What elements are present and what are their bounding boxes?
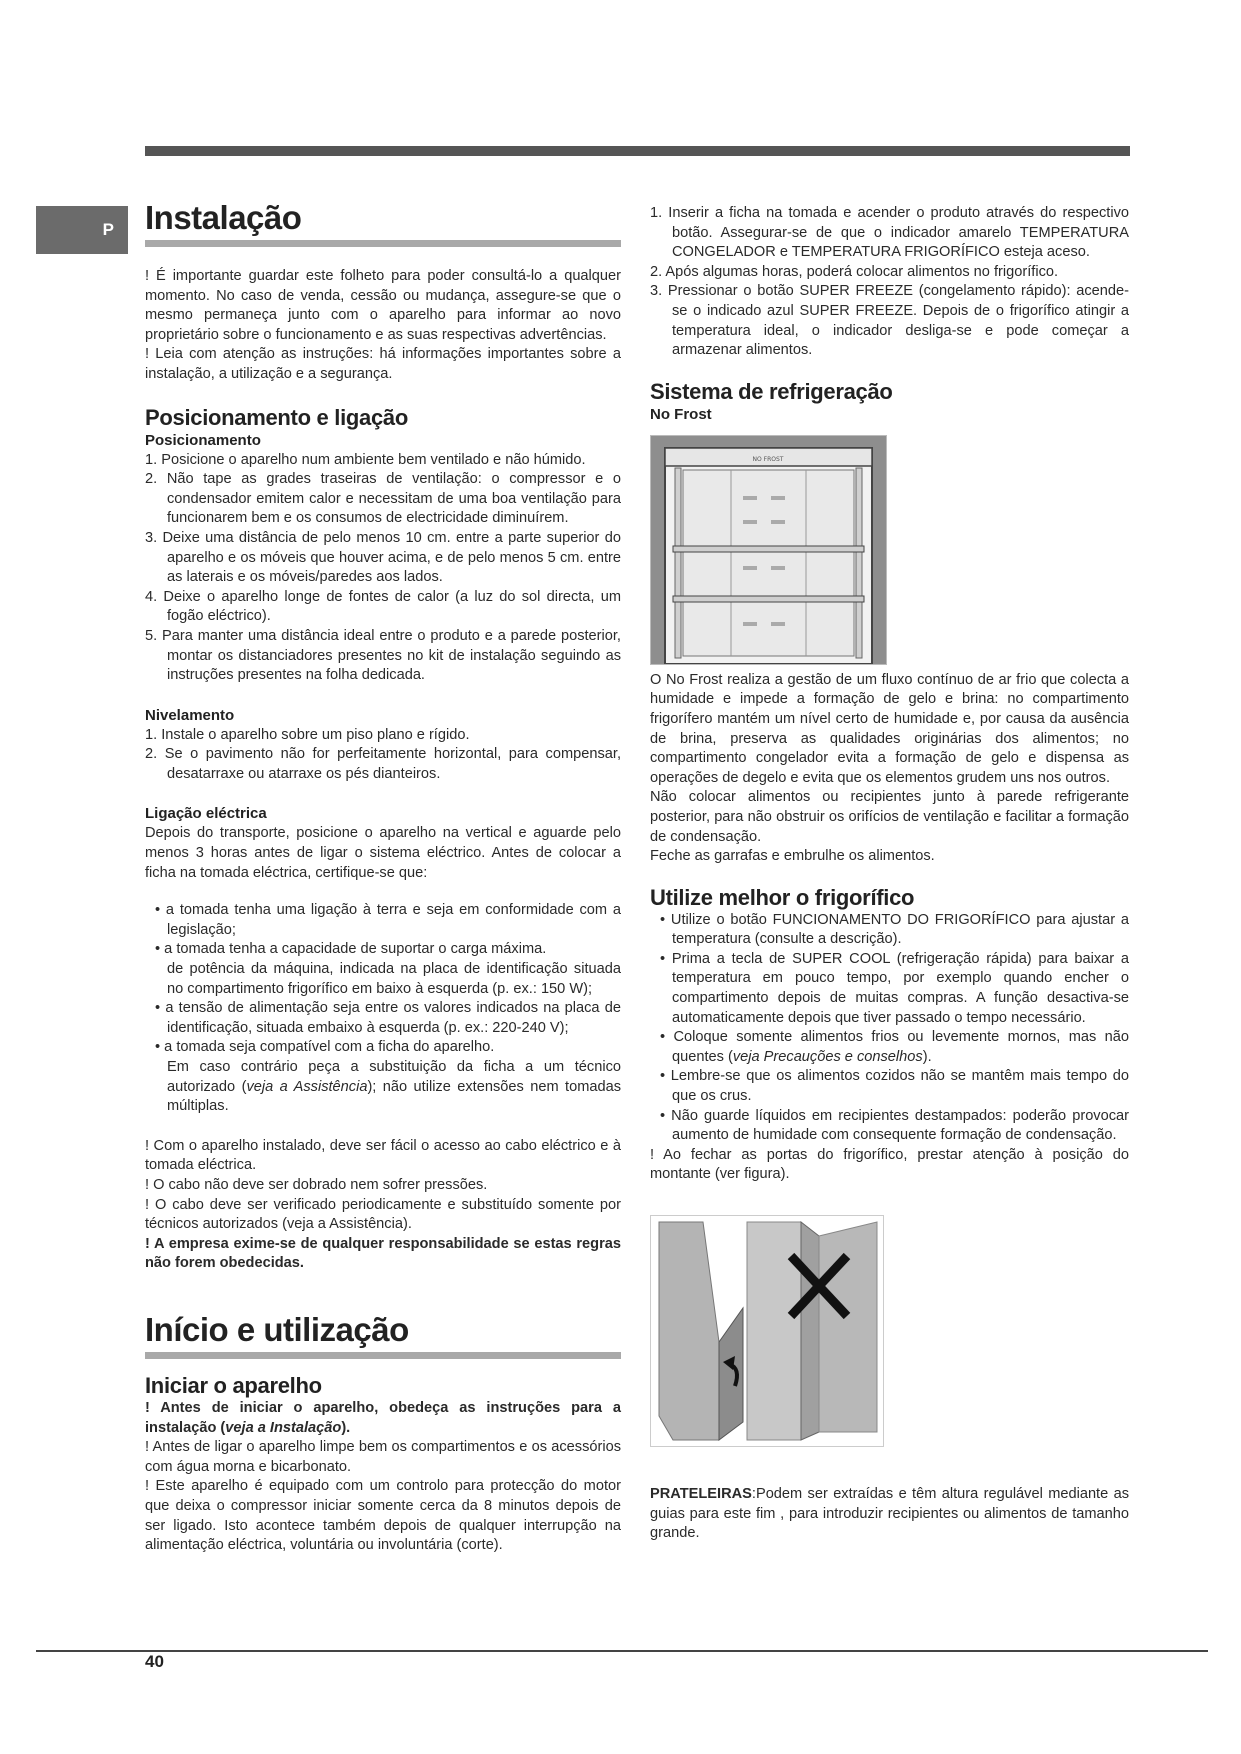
subheading-ligacao-electrica: Ligação eléctrica xyxy=(145,805,267,823)
right-column xyxy=(650,204,1129,1544)
subheading-nivelamento: Nivelamento xyxy=(145,706,235,724)
intro-paragraph: ! É importante guardar este folheto para poder consultá-lo a qualquer momento. No caso de venda, cessão ou mudança, assegure-se que o mesmo permaneça junto com o aparelho para informar ao novo proprietário sobre o funcionamento e as suas respectivas advertências. xyxy=(145,268,621,343)
start-step: 1. Inserir a ficha na tomada e acender o produto através do respectivo botão. Assegurar-se de que o indicador amarelo TEMPERATURA CONGELADOR e TEMPERATURA FRIGORÍFICO esteja aceso. xyxy=(650,205,1129,261)
start-step: 2. Após algumas horas, poderá colocar alimentos no frigorífico. xyxy=(650,263,1059,280)
door-position-figure xyxy=(650,1215,884,1447)
ligacao-intro: Depois do transporte, posicione o aparelho na vertical e aguarde pelo menos 3 horas antes de ligar o sistema eléctrico. Antes de colocar a ficha na tomada eléctrica, certifique-se que: xyxy=(145,825,621,881)
bullet-item: • a tensão de alimentação seja entre os valores indicados na placa de identificação, situada embaixo à esquerda (p. ex.: 220-240 V); xyxy=(155,1000,621,1036)
warning-text: ! Com o aparelho instalado, deve ser fácil o acesso ao cabo eléctrico e à tomada eléctrica. xyxy=(145,1137,621,1174)
bullet-item: • Não guarde líquidos em recipientes destampados: poderão provocar aumento de humidade com consequente formação de condensação. xyxy=(660,1107,1129,1144)
start-paragraph: ! Antes de ligar o aparelho limpe bem os compartimentos e os acessórios com água morna e bicarbonato. xyxy=(145,1439,621,1475)
heading-utilize-melhor: Utilize melhor o frigorífico xyxy=(650,884,915,910)
door-illustration xyxy=(651,1216,883,1446)
start-paragraph: ! Este aparelho é equipado com um controlo para protecção do motor que deixa o compressor iniciar somente cerca da 8 minutos depois de ser ligado. Isto acontece também depois de qualquer interrupção na alimentação eléctrica, voluntária ou involuntária (corte). xyxy=(145,1478,621,1554)
no-frost-paragraph: Não colocar alimentos ou recipientes junto à parede refrigerante posterior, para não obstruir os orifícios de ventilação e facilitar a formação de condensação. xyxy=(650,789,1129,845)
language-tab: P xyxy=(36,206,128,254)
section-title-instalacao: Instalação xyxy=(145,199,302,236)
bullet-item: • Lembre-se que os alimentos cozidos não se mantêm mais tempo do que os crus. xyxy=(660,1068,1129,1105)
disclaimer-text: ! A empresa exime-se de qualquer responsabilidade se estas regras não forem obedecidas. xyxy=(145,1235,621,1272)
bullet-item: • Prima a tecla de SUPER COOL (refrigeração rápida) para baixar a temperatura em pouco tempo, por exemplo quando encher o compartimento depois de muitas compras. A função desactiva-se automaticamente depois que tiver passado o tempo necessário. xyxy=(660,950,1129,1026)
bullet-continuation: de potência da máquina, indicada na placa de identificação situada no compartimento frigorífico em baixo à esquerda (p. ex.: 150 W); xyxy=(167,961,621,997)
title-rule xyxy=(145,240,621,247)
list-item: 5. Para manter uma distância ideal entre o produto e a parede posterior, montar os distanciadores presentes no kit de instalação seguindo as instruções presentes na folha dedicada. xyxy=(145,627,621,684)
bullet-continuation: Em caso contrário peça a substituição da ficha a um técnico autorizado (veja a Assistência); não utilize extensões nem tomadas múltiplas. xyxy=(167,1059,621,1115)
subheading-no-frost: No Frost xyxy=(650,405,712,423)
no-frost-illustration xyxy=(651,436,886,664)
subheading-posicionamento: Posicionamento xyxy=(145,431,261,449)
heading-posicionamento-ligacao: Posicionamento e ligação xyxy=(145,404,408,430)
list-item: 3. Deixe uma distância de pelo menos 10 cm. entre a parte superior do aparelho e os móveis que houver acima, e de pelo menos 5 cm. entre as laterais e os móveis/paredes aos lados. xyxy=(145,529,621,586)
warning-text: ! O cabo não deve ser dobrado nem sofrer pressões. xyxy=(145,1176,488,1193)
cross-reference: veja a Assistência xyxy=(246,1078,368,1095)
intro-paragraph: ! Leia com atenção as instruções: há informações importantes sobre a instalação, a utilização e a segurança. xyxy=(145,346,621,382)
no-frost-figure xyxy=(650,435,887,665)
bullet-item: • Utilize o botão FUNCIONAMENTO DO FRIGORÍFICO para ajustar a temperatura (consulte a descrição). xyxy=(660,911,1129,948)
start-instruction: ! Antes de iniciar o aparelho, obedeça as instruções para a instalação (veja a Instalação). xyxy=(145,1399,621,1436)
list-item: 2. Se o pavimento não for perfeitamente horizontal, para compensar, desatarraxe ou atarraxe os pés dianteiros. xyxy=(145,746,621,782)
list-item: 2. Não tape as grades traseiras de ventilação: o compressor e o condensador emitem calor e necessitam de uma boa ventilação para funcionarem bem e os consumos de electricidade diminuírem. xyxy=(145,471,621,527)
heading-iniciar-aparelho: Iniciar o aparelho xyxy=(145,1372,322,1398)
left-column xyxy=(145,200,621,1556)
list-item: 1. Posicione o aparelho num ambiente bem ventilado e não húmido. xyxy=(145,451,586,468)
heading-sistema-refrigeracao: Sistema de refrigeração xyxy=(650,378,893,404)
shelves-paragraph: PRATELEIRAS:Podem ser extraídas e têm altura regulável mediante as guias para este fim , para introduzir recipientes ou alimentos de tamanho grande. xyxy=(650,1486,1129,1542)
svg-text:NO FROST: NO FROST xyxy=(752,455,784,463)
cross-reference: veja a Instalação xyxy=(225,1419,342,1436)
list-item: 4. Deixe o aparelho longe de fontes de calor (a luz do sol directa, um fogão eléctrico). xyxy=(145,588,621,625)
warning-text: ! O cabo deve ser verificado periodicamente e substituído somente por técnicos autorizados (veja a Assistência). xyxy=(145,1196,621,1233)
bottom-rule xyxy=(36,1650,1208,1652)
door-note: ! Ao fechar as portas do frigorífico, prestar atenção à posição do montante (ver figura). xyxy=(650,1146,1129,1183)
page-number: 40 xyxy=(145,1652,164,1671)
start-step: 3. Pressionar o botão SUPER FREEZE (congelamento rápido): acende-se o indicado azul SUPER FREEZE. Depois de o frigorífico atingir a temperatura ideal, o indicador desliga-se e pode começar a armazenar alimentos. xyxy=(650,283,1129,359)
shelves-label: PRATELEIRAS xyxy=(650,1486,752,1502)
list-item: 1. Instale o aparelho sobre um piso plano e rígido. xyxy=(145,726,470,743)
title-rule xyxy=(145,1352,621,1359)
bullet-item: • Coloque somente alimentos frios ou levemente mornos, mas não quentes (veja Precauções e conselhos). xyxy=(660,1029,1129,1065)
bullet-item: • a tomada seja compatível com a ficha do aparelho. xyxy=(155,1039,495,1056)
bullet-item: • a tomada tenha a capacidade de suportar o carga máxima. xyxy=(155,941,547,958)
bullet-item: • a tomada tenha uma ligação à terra e seja em conformidade com a legislação; xyxy=(155,902,621,938)
no-frost-paragraph: Feche as garrafas e embrulhe os alimentos. xyxy=(650,848,935,865)
top-rule xyxy=(145,146,1130,156)
no-frost-paragraph: O No Frost realiza a gestão de um fluxo contínuo de ar frio que colecta a humidade e impede a formação de gelo e brina: no compartimento frigorífero mantém um nível certo de humidade e, por causa da ausência de brina, preserva as qualidades originárias dos alimentos; no compartimento congelador evita a formação de gelo e dispensa as operações de degelo e evita que os elementos grudem uns nos outros. xyxy=(650,671,1129,786)
positioning-list xyxy=(145,451,621,686)
section-title-inicio: Início e utilização xyxy=(145,1310,409,1348)
cross-reference: veja Precauções e conselhos xyxy=(732,1048,923,1065)
